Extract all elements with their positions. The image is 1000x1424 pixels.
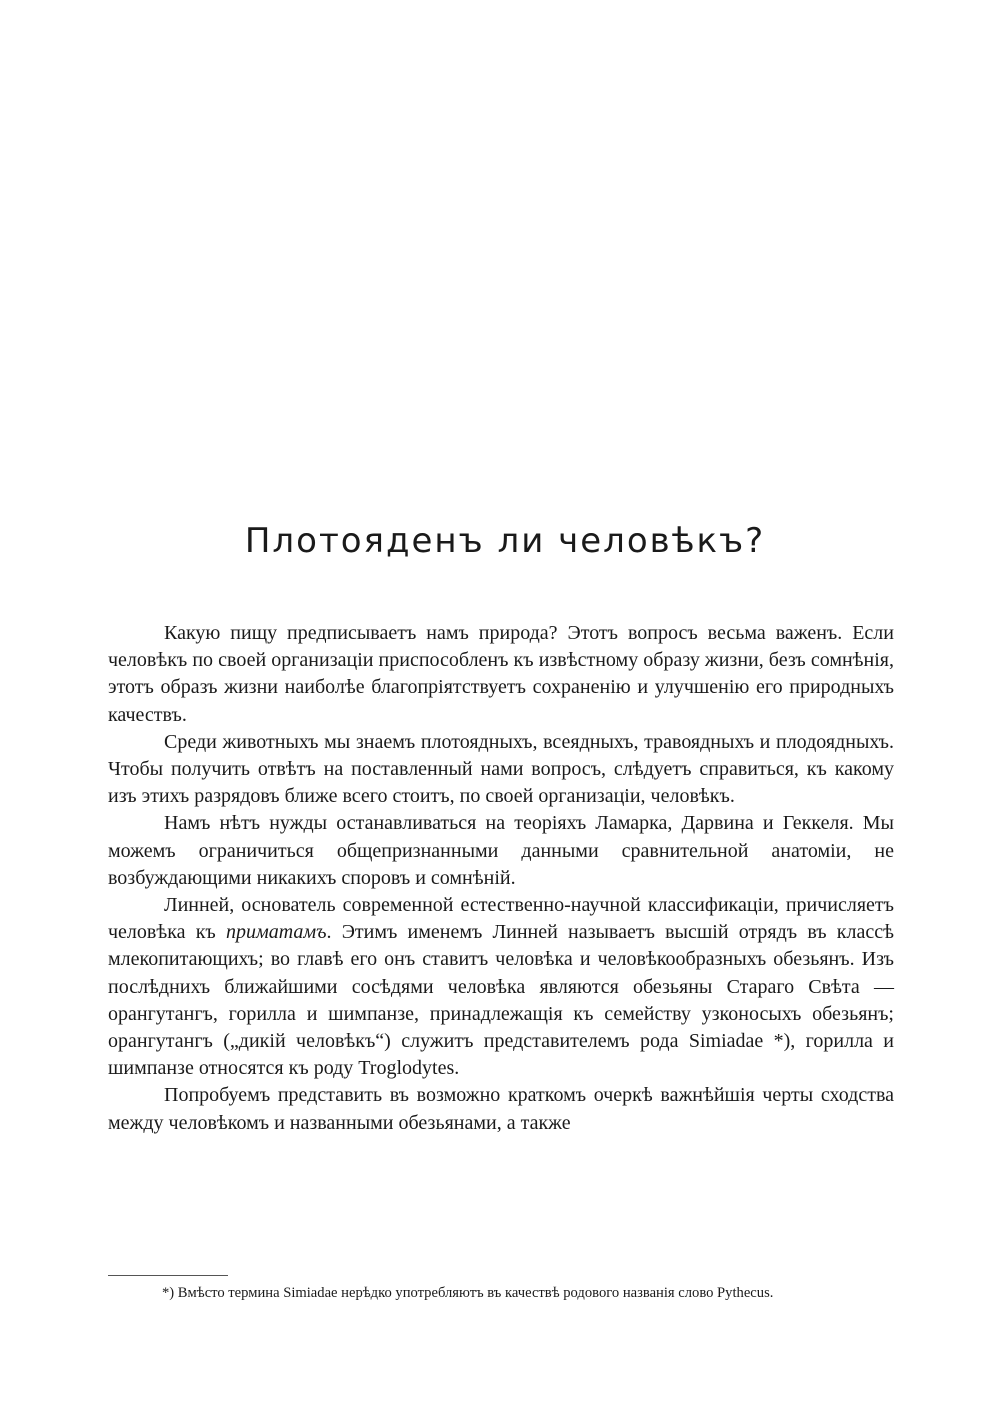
paragraph-4: [108, 892, 894, 1082]
paragraph-1: Какую пищу предписываетъ намъ природа? Этотъ вопросъ весьма важенъ. Если человѣкъ по своей организаціи приспособленъ къ извѣстному образу жизни, безъ сомнѣнія, этотъ образъ жизни наиболѣе благопріятствуетъ сохраненію и улучшенію его природныхъ качествъ.: [108, 622, 894, 726]
chapter-title: Плотояденъ ли человѣкъ?: [244, 521, 766, 561]
paragraph-4-part-1: Линней, основатель современной естественно-научной классификаціи, причисляетъ человѣка къ: [108, 894, 894, 944]
body-text: [108, 620, 894, 1137]
paragraph-3: Намъ нѣтъ нужды останавливаться на теоріяхъ Ламарка, Дарвина и Геккеля. Мы можемъ ограничиться общепризнанными данными сравнительной анатоміи, не возбуждающими никакихъ споровъ и сомнѣній.: [108, 812, 894, 889]
paragraph-4-italic-term: приматамъ: [225, 921, 327, 944]
footnote-divider: [108, 1275, 228, 1276]
paragraph-2: Среди животныхъ мы знаемъ плотоядныхъ, всеядныхъ, травоядныхъ и плодоядныхъ. Чтобы получить отвѣтъ на поставленный нами вопросъ, слѣдуетъ справиться, къ какому изъ этихъ разрядовъ ближе всего стоитъ, по своей организаціи, человѣкъ.: [108, 730, 894, 808]
paragraph-4-part-2: . Этимъ именемъ Линней называетъ высшій отрядъ въ классѣ млекопитающихъ; во главѣ его онъ ставитъ человѣка и человѣкообразныхъ обезьянъ. Изъ послѣднихъ ближайшими сосѣдями человѣка являются обезьяны Стараго Свѣта — орангутангъ, горилла и шимпанзе, принадлежащія къ семейству узконосыхъ обезьянъ; орангутангъ („дикій человѣкъ“) служитъ представителемъ рода Simiadae *), горилла и шимпанзе относятся къ роду Troglodytes.: [108, 921, 894, 1080]
paragraph-5: Попробуемъ представить въ возможно краткомъ очеркѣ важнѣйшія черты сходства между человѣкомъ и названными обезьянами, а также: [108, 1084, 894, 1134]
footnote: *) Вмѣсто термина Simiadae нерѣдко употребляютъ въ качествѣ родового названія слово Pythecus.: [162, 1285, 774, 1301]
